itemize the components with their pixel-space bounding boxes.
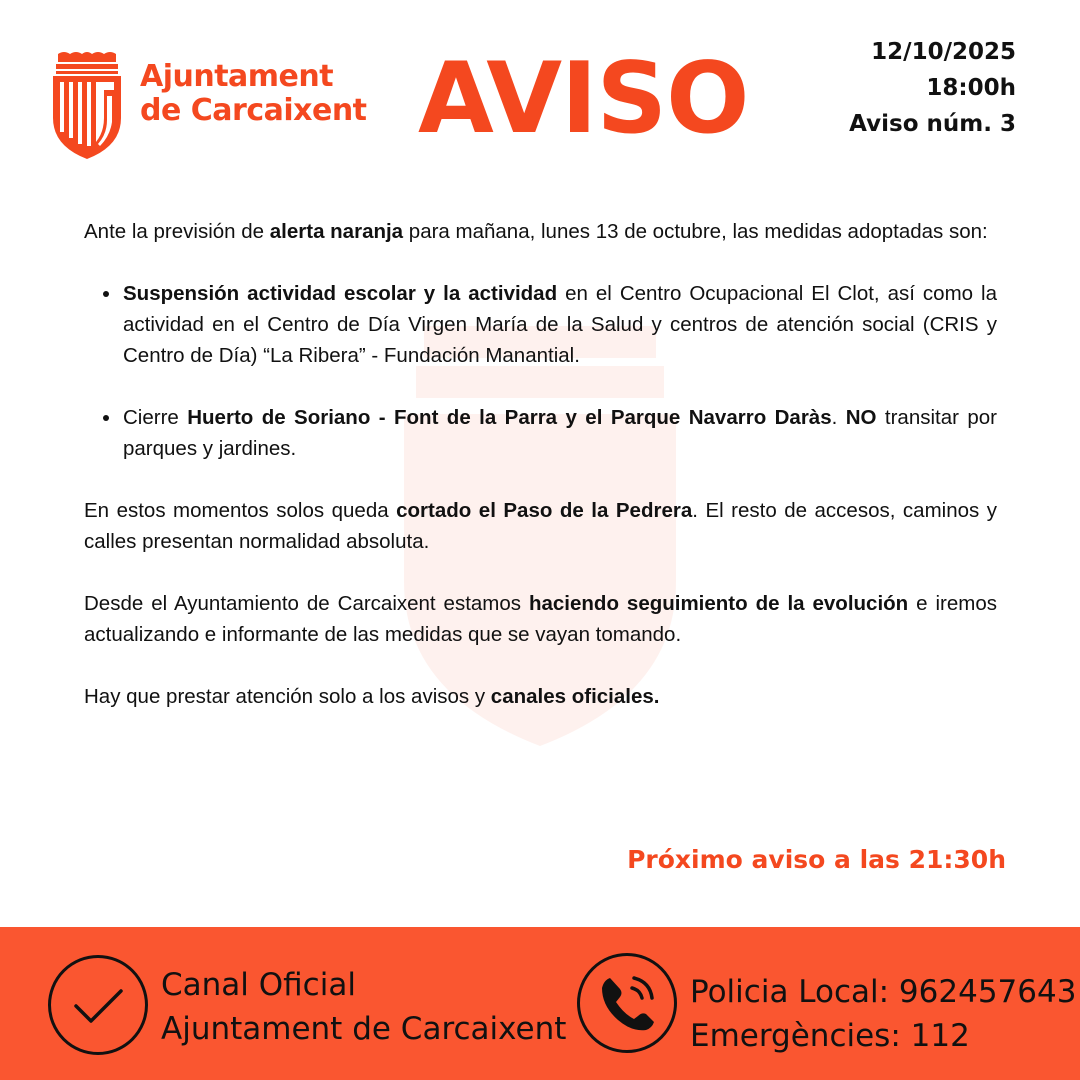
- brand-line-2: de Carcaixent: [140, 93, 367, 128]
- official-channels-paragraph: Hay que prestar atención solo a los avisos y canales oficiales.: [84, 685, 660, 708]
- intro-paragraph: Ante la previsión de alerta naranja para mañana, lunes 13 de octubre, las medidas adoptadas son:: [84, 220, 988, 243]
- monitoring-paragraph: Desde el Ayuntamiento de Carcaixent estamos haciendo seguimiento de la evolución e iremos actualizando e informante de las medidas que se vayan tomando.: [84, 592, 997, 646]
- phone-icon: [577, 953, 677, 1053]
- brand-name: [140, 60, 367, 128]
- road-status-paragraph: En estos momentos solos queda cortado el Paso de la Pedrera. El resto de accesos, caminos y calles presentan normalidad absoluta.: [84, 499, 997, 553]
- measures-list: [84, 278, 997, 464]
- footer-bar: [0, 927, 1080, 1080]
- list-item: Cierre Huerto de Soriano - Font de la Parra y el Parque Navarro Daràs. NO transitar por parques y jardines.: [84, 402, 997, 464]
- police-phone: Policia Local: 962457643: [690, 974, 1077, 1010]
- official-channel-text: Canal Oficial Ajuntament de Carcaixent: [161, 967, 567, 1047]
- page-title: AVISO: [418, 42, 749, 156]
- coat-of-arms-logo: [50, 52, 124, 160]
- next-notice: Próximo aviso a las 21:30h: [627, 845, 1006, 874]
- contact-numbers: [690, 970, 1076, 1058]
- notice-time: 18:00h: [926, 75, 1016, 101]
- notice-number: Aviso núm. 3: [849, 111, 1016, 137]
- notice-date: 12/10/2025: [871, 39, 1016, 65]
- emergency-phone: Emergències: 112: [690, 1018, 970, 1054]
- check-icon: [48, 955, 148, 1055]
- notice-meta: [849, 34, 1016, 142]
- list-item: Suspensión actividad escolar y la actividad en el Centro Ocupacional El Clot, así como la actividad en el Centro de Día Virgen María de la Salud y centros de atención social (CRIS y Centro de Día) “La Ribera” - Fundación Manantial.: [84, 278, 997, 371]
- notice-body: [84, 216, 997, 712]
- brand-line-1: Ajuntament: [140, 59, 334, 94]
